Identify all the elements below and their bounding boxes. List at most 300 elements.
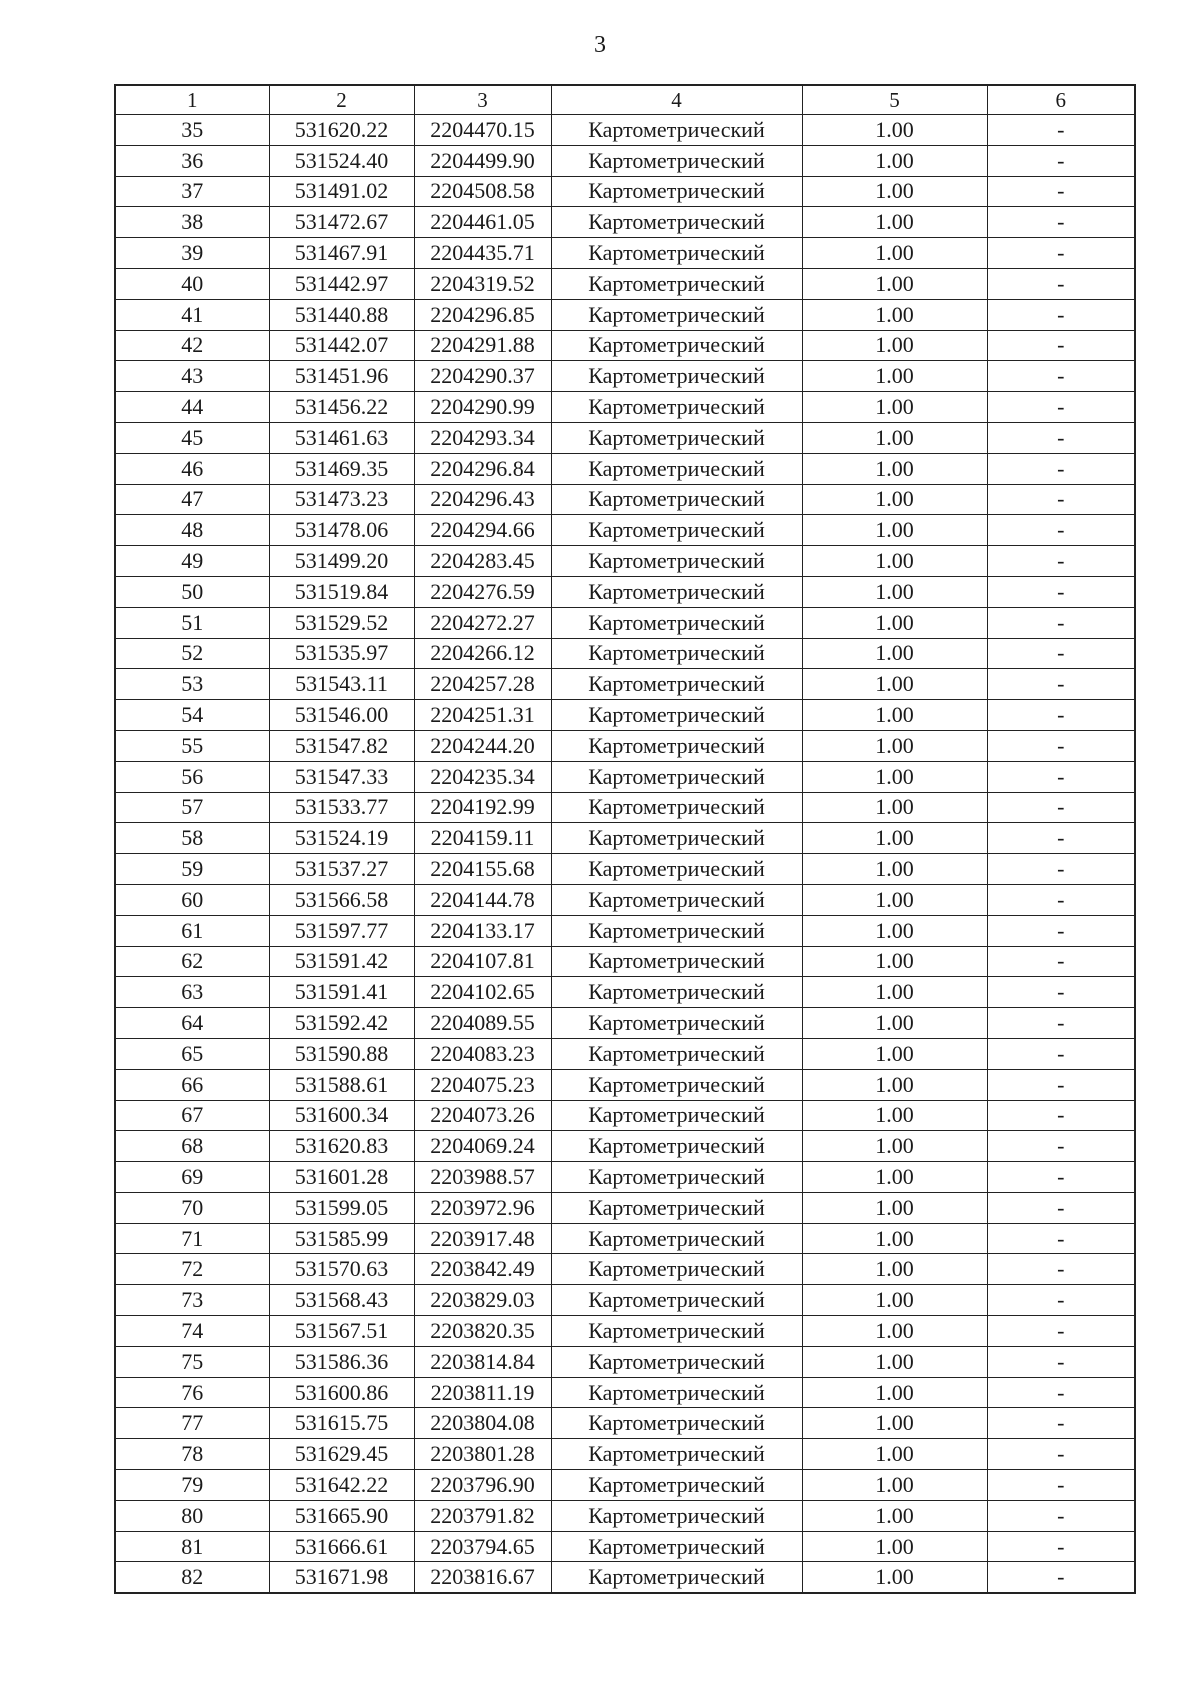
table-row [115,576,1135,607]
x-coordinate-cell: 531586.36 [269,1346,414,1377]
point-number-cell: 52 [115,638,269,669]
y-coordinate-cell: 2203791.82 [414,1500,551,1531]
y-coordinate-cell: 2204296.43 [414,484,551,515]
accuracy-cell: 1.00 [802,1254,987,1285]
method-cell: Картометрический [551,1100,802,1131]
y-coordinate-cell: 2204251.31 [414,700,551,731]
point-number-cell: 66 [115,1069,269,1100]
accuracy-cell: 1.00 [802,330,987,361]
table-row [115,453,1135,484]
accuracy-cell: 1.00 [802,792,987,823]
x-coordinate-cell: 531615.75 [269,1408,414,1439]
description-cell: - [987,1377,1135,1408]
y-coordinate-cell: 2204508.58 [414,176,551,207]
table-row [115,115,1135,146]
table-row [115,915,1135,946]
accuracy-cell: 1.00 [802,453,987,484]
y-coordinate-cell: 2203972.96 [414,1192,551,1223]
method-cell: Картометрический [551,484,802,515]
description-cell: - [987,700,1135,731]
description-cell: - [987,515,1135,546]
method-cell: Картометрический [551,792,802,823]
y-coordinate-cell: 2204069.24 [414,1131,551,1162]
point-number-cell: 37 [115,176,269,207]
table-row [115,1531,1135,1562]
accuracy-cell: 1.00 [802,638,987,669]
point-number-cell: 79 [115,1470,269,1501]
accuracy-cell: 1.00 [802,1069,987,1100]
y-coordinate-cell: 2204073.26 [414,1100,551,1131]
column-header: 1 [115,85,269,115]
method-cell: Картометрический [551,1346,802,1377]
point-number-cell: 55 [115,730,269,761]
point-number-cell: 82 [115,1562,269,1593]
accuracy-cell: 1.00 [802,1377,987,1408]
method-cell: Картометрический [551,1500,802,1531]
x-coordinate-cell: 531588.61 [269,1069,414,1100]
accuracy-cell: 1.00 [802,392,987,423]
y-coordinate-cell: 2203794.65 [414,1531,551,1562]
accuracy-cell: 1.00 [802,1038,987,1069]
point-number-cell: 69 [115,1162,269,1193]
method-cell: Картометрический [551,1439,802,1470]
y-coordinate-cell: 2204075.23 [414,1069,551,1100]
table-row [115,484,1135,515]
method-cell: Картометрический [551,1038,802,1069]
table-row [115,1038,1135,1069]
accuracy-cell: 1.00 [802,1162,987,1193]
x-coordinate-cell: 531568.43 [269,1285,414,1316]
description-cell: - [987,1223,1135,1254]
y-coordinate-cell: 2204155.68 [414,854,551,885]
method-cell: Картометрический [551,1285,802,1316]
description-cell: - [987,1285,1135,1316]
x-coordinate-cell: 531590.88 [269,1038,414,1069]
description-cell: - [987,1346,1135,1377]
description-cell: - [987,238,1135,269]
description-cell: - [987,115,1135,146]
method-cell: Картометрический [551,576,802,607]
y-coordinate-cell: 2203820.35 [414,1316,551,1347]
description-cell: - [987,330,1135,361]
x-coordinate-cell: 531442.07 [269,330,414,361]
point-number-cell: 57 [115,792,269,823]
description-cell: - [987,1500,1135,1531]
description-cell: - [987,792,1135,823]
accuracy-cell: 1.00 [802,730,987,761]
description-cell: - [987,884,1135,915]
description-cell: - [987,1531,1135,1562]
point-number-cell: 59 [115,854,269,885]
y-coordinate-cell: 2204266.12 [414,638,551,669]
accuracy-cell: 1.00 [802,268,987,299]
accuracy-cell: 1.00 [802,546,987,577]
y-coordinate-cell: 2203842.49 [414,1254,551,1285]
x-coordinate-cell: 531620.83 [269,1131,414,1162]
table-row [115,1500,1135,1531]
description-cell: - [987,915,1135,946]
description-cell: - [987,453,1135,484]
method-cell: Картометрический [551,730,802,761]
method-cell: Картометрический [551,422,802,453]
table-row [115,1346,1135,1377]
y-coordinate-cell: 2204461.05 [414,207,551,238]
table-row [115,1439,1135,1470]
table-header [115,85,1135,115]
description-cell: - [987,484,1135,515]
x-coordinate-cell: 531456.22 [269,392,414,423]
description-cell: - [987,1562,1135,1593]
y-coordinate-cell: 2204470.15 [414,115,551,146]
method-cell: Картометрический [551,823,802,854]
accuracy-cell: 1.00 [802,1346,987,1377]
y-coordinate-cell: 2204319.52 [414,268,551,299]
point-number-cell: 48 [115,515,269,546]
x-coordinate-cell: 531543.11 [269,669,414,700]
x-coordinate-cell: 531597.77 [269,915,414,946]
method-cell: Картометрический [551,1192,802,1223]
x-coordinate-cell: 531570.63 [269,1254,414,1285]
x-coordinate-cell: 531467.91 [269,238,414,269]
description-cell: - [987,1100,1135,1131]
description-cell: - [987,361,1135,392]
accuracy-cell: 1.00 [802,1316,987,1347]
accuracy-cell: 1.00 [802,884,987,915]
x-coordinate-cell: 531591.42 [269,946,414,977]
accuracy-cell: 1.00 [802,422,987,453]
description-cell: - [987,977,1135,1008]
description-cell: - [987,392,1135,423]
table-row [115,207,1135,238]
description-cell: - [987,854,1135,885]
point-number-cell: 51 [115,607,269,638]
y-coordinate-cell: 2203804.08 [414,1408,551,1439]
x-coordinate-cell: 531499.20 [269,546,414,577]
x-coordinate-cell: 531671.98 [269,1562,414,1593]
point-number-cell: 50 [115,576,269,607]
accuracy-cell: 1.00 [802,484,987,515]
table-row [115,238,1135,269]
method-cell: Картометрический [551,176,802,207]
y-coordinate-cell: 2204296.85 [414,299,551,330]
point-number-cell: 45 [115,422,269,453]
x-coordinate-cell: 531600.86 [269,1377,414,1408]
x-coordinate-cell: 531547.82 [269,730,414,761]
accuracy-cell: 1.00 [802,145,987,176]
table-row [115,1470,1135,1501]
x-coordinate-cell: 531440.88 [269,299,414,330]
method-cell: Картометрический [551,1408,802,1439]
method-cell: Картометрический [551,1162,802,1193]
y-coordinate-cell: 2203811.19 [414,1377,551,1408]
description-cell: - [987,176,1135,207]
x-coordinate-cell: 531642.22 [269,1470,414,1501]
accuracy-cell: 1.00 [802,823,987,854]
description-cell: - [987,823,1135,854]
table-row [115,1254,1135,1285]
x-coordinate-cell: 531524.40 [269,145,414,176]
point-number-cell: 78 [115,1439,269,1470]
description-cell: - [987,1192,1135,1223]
accuracy-cell: 1.00 [802,1408,987,1439]
column-header: 5 [802,85,987,115]
point-number-cell: 70 [115,1192,269,1223]
point-number-cell: 43 [115,361,269,392]
method-cell: Картометрический [551,1470,802,1501]
description-cell: - [987,1316,1135,1347]
y-coordinate-cell: 2204294.66 [414,515,551,546]
table-row [115,1100,1135,1131]
accuracy-cell: 1.00 [802,1100,987,1131]
point-number-cell: 36 [115,145,269,176]
table-row [115,1131,1135,1162]
x-coordinate-cell: 531529.52 [269,607,414,638]
y-coordinate-cell: 2203796.90 [414,1470,551,1501]
table-row [115,1285,1135,1316]
description-cell: - [987,422,1135,453]
table-row [115,1192,1135,1223]
accuracy-cell: 1.00 [802,669,987,700]
point-number-cell: 56 [115,761,269,792]
description-cell: - [987,268,1135,299]
point-number-cell: 42 [115,330,269,361]
x-coordinate-cell: 531666.61 [269,1531,414,1562]
x-coordinate-cell: 531547.33 [269,761,414,792]
method-cell: Картометрический [551,854,802,885]
method-cell: Картометрический [551,1316,802,1347]
table-row [115,330,1135,361]
table-row [115,761,1135,792]
y-coordinate-cell: 2204290.99 [414,392,551,423]
point-number-cell: 80 [115,1500,269,1531]
y-coordinate-cell: 2203988.57 [414,1162,551,1193]
point-number-cell: 74 [115,1316,269,1347]
table-row [115,792,1135,823]
method-cell: Картометрический [551,145,802,176]
accuracy-cell: 1.00 [802,1223,987,1254]
y-coordinate-cell: 2204283.45 [414,546,551,577]
x-coordinate-cell: 531629.45 [269,1439,414,1470]
x-coordinate-cell: 531566.58 [269,884,414,915]
table-row [115,361,1135,392]
point-number-cell: 41 [115,299,269,330]
method-cell: Картометрический [551,1069,802,1100]
method-cell: Картометрический [551,453,802,484]
y-coordinate-cell: 2204435.71 [414,238,551,269]
x-coordinate-cell: 531473.23 [269,484,414,515]
point-number-cell: 53 [115,669,269,700]
x-coordinate-cell: 531533.77 [269,792,414,823]
accuracy-cell: 1.00 [802,299,987,330]
description-cell: - [987,1162,1135,1193]
table-row [115,638,1135,669]
description-cell: - [987,638,1135,669]
accuracy-cell: 1.00 [802,1531,987,1562]
x-coordinate-cell: 531472.67 [269,207,414,238]
y-coordinate-cell: 2204107.81 [414,946,551,977]
method-cell: Картометрический [551,238,802,269]
x-coordinate-cell: 531592.42 [269,1008,414,1039]
point-number-cell: 54 [115,700,269,731]
table-row [115,515,1135,546]
point-number-cell: 62 [115,946,269,977]
y-coordinate-cell: 2204272.27 [414,607,551,638]
method-cell: Картометрический [551,207,802,238]
accuracy-cell: 1.00 [802,946,987,977]
table-row [115,1377,1135,1408]
method-cell: Картометрический [551,1531,802,1562]
point-number-cell: 72 [115,1254,269,1285]
y-coordinate-cell: 2203917.48 [414,1223,551,1254]
accuracy-cell: 1.00 [802,1131,987,1162]
x-coordinate-cell: 531585.99 [269,1223,414,1254]
method-cell: Картометрический [551,915,802,946]
method-cell: Картометрический [551,638,802,669]
table-row [115,176,1135,207]
description-cell: - [987,1254,1135,1285]
accuracy-cell: 1.00 [802,915,987,946]
y-coordinate-cell: 2204296.84 [414,453,551,484]
y-coordinate-cell: 2204159.11 [414,823,551,854]
column-header: 2 [269,85,414,115]
point-number-cell: 71 [115,1223,269,1254]
x-coordinate-cell: 531451.96 [269,361,414,392]
table-row [115,669,1135,700]
method-cell: Картометрический [551,1131,802,1162]
accuracy-cell: 1.00 [802,700,987,731]
point-number-cell: 35 [115,115,269,146]
x-coordinate-cell: 531461.63 [269,422,414,453]
description-cell: - [987,946,1135,977]
accuracy-cell: 1.00 [802,1562,987,1593]
y-coordinate-cell: 2204133.17 [414,915,551,946]
method-cell: Картометрический [551,115,802,146]
point-number-cell: 49 [115,546,269,577]
y-coordinate-cell: 2204293.34 [414,422,551,453]
table-row [115,1008,1135,1039]
table-row [115,730,1135,761]
accuracy-cell: 1.00 [802,1439,987,1470]
y-coordinate-cell: 2204083.23 [414,1038,551,1069]
point-number-cell: 63 [115,977,269,1008]
y-coordinate-cell: 2204257.28 [414,669,551,700]
accuracy-cell: 1.00 [802,115,987,146]
accuracy-cell: 1.00 [802,854,987,885]
y-coordinate-cell: 2204235.34 [414,761,551,792]
method-cell: Картометрический [551,946,802,977]
method-cell: Картометрический [551,515,802,546]
description-cell: - [987,299,1135,330]
method-cell: Картометрический [551,1562,802,1593]
x-coordinate-cell: 531535.97 [269,638,414,669]
table-body [115,115,1135,1594]
description-cell: - [987,669,1135,700]
y-coordinate-cell: 2204290.37 [414,361,551,392]
accuracy-cell: 1.00 [802,207,987,238]
point-number-cell: 76 [115,1377,269,1408]
point-number-cell: 75 [115,1346,269,1377]
description-cell: - [987,607,1135,638]
x-coordinate-cell: 531599.05 [269,1192,414,1223]
y-coordinate-cell: 2204102.65 [414,977,551,1008]
method-cell: Картометрический [551,761,802,792]
y-coordinate-cell: 2203816.67 [414,1562,551,1593]
x-coordinate-cell: 531546.00 [269,700,414,731]
accuracy-cell: 1.00 [802,1285,987,1316]
description-cell: - [987,1131,1135,1162]
method-cell: Картометрический [551,607,802,638]
table-row [115,1162,1135,1193]
method-cell: Картометрический [551,1008,802,1039]
y-coordinate-cell: 2204499.90 [414,145,551,176]
table-row [115,1562,1135,1593]
point-number-cell: 47 [115,484,269,515]
x-coordinate-cell: 531491.02 [269,176,414,207]
accuracy-cell: 1.00 [802,607,987,638]
x-coordinate-cell: 531442.97 [269,268,414,299]
method-cell: Картометрический [551,1254,802,1285]
accuracy-cell: 1.00 [802,761,987,792]
y-coordinate-cell: 2204089.55 [414,1008,551,1039]
header-row [115,85,1135,115]
description-cell: - [987,1008,1135,1039]
description-cell: - [987,730,1135,761]
method-cell: Картометрический [551,546,802,577]
x-coordinate-cell: 531600.34 [269,1100,414,1131]
table-row [115,977,1135,1008]
point-number-cell: 65 [115,1038,269,1069]
accuracy-cell: 1.00 [802,1500,987,1531]
column-header: 3 [414,85,551,115]
x-coordinate-cell: 531567.51 [269,1316,414,1347]
method-cell: Картометрический [551,1223,802,1254]
point-number-cell: 58 [115,823,269,854]
accuracy-cell: 1.00 [802,977,987,1008]
y-coordinate-cell: 2204291.88 [414,330,551,361]
coordinates-table [114,84,1136,1594]
table-row [115,299,1135,330]
point-number-cell: 73 [115,1285,269,1316]
description-cell: - [987,1038,1135,1069]
point-number-cell: 38 [115,207,269,238]
column-header: 6 [987,85,1135,115]
x-coordinate-cell: 531665.90 [269,1500,414,1531]
y-coordinate-cell: 2204276.59 [414,576,551,607]
table-row [115,1408,1135,1439]
accuracy-cell: 1.00 [802,238,987,269]
x-coordinate-cell: 531519.84 [269,576,414,607]
point-number-cell: 81 [115,1531,269,1562]
method-cell: Картометрический [551,299,802,330]
point-number-cell: 61 [115,915,269,946]
x-coordinate-cell: 531469.35 [269,453,414,484]
table-row [115,1316,1135,1347]
point-number-cell: 67 [115,1100,269,1131]
point-number-cell: 40 [115,268,269,299]
point-number-cell: 60 [115,884,269,915]
y-coordinate-cell: 2203829.03 [414,1285,551,1316]
table-row [115,823,1135,854]
method-cell: Картометрический [551,268,802,299]
y-coordinate-cell: 2203801.28 [414,1439,551,1470]
accuracy-cell: 1.00 [802,515,987,546]
description-cell: - [987,1069,1135,1100]
table-row [115,607,1135,638]
description-cell: - [987,145,1135,176]
description-cell: - [987,546,1135,577]
method-cell: Картометрический [551,1377,802,1408]
x-coordinate-cell: 531620.22 [269,115,414,146]
